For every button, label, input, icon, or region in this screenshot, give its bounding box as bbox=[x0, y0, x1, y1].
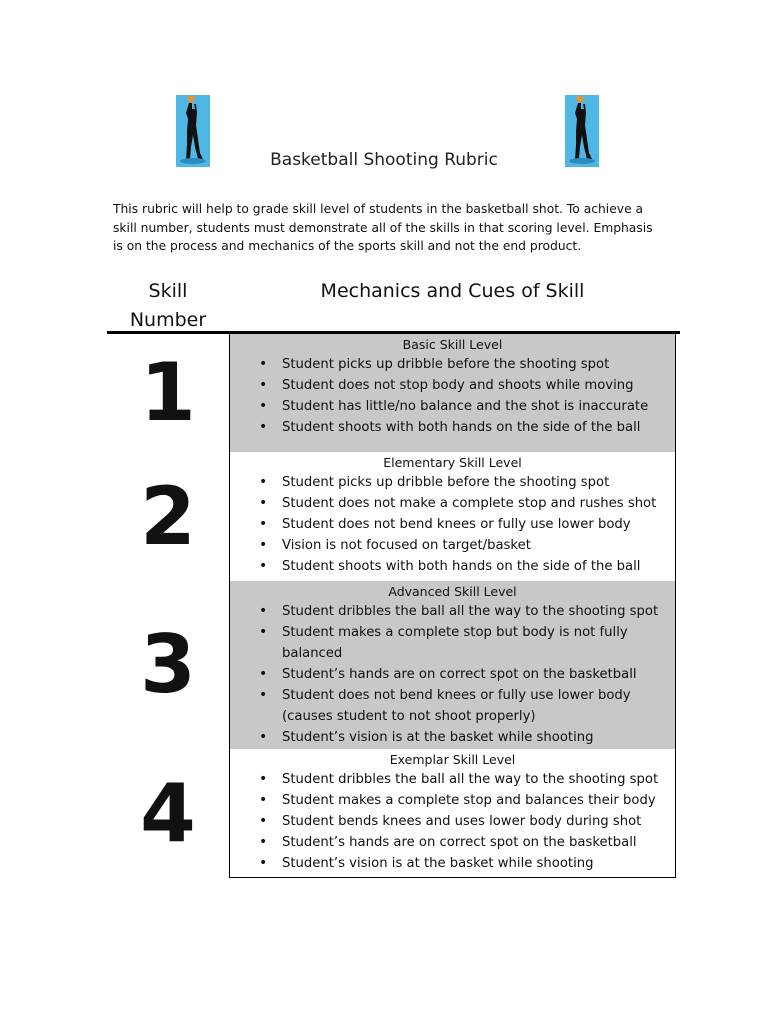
list-item: • Student does not make a complete stop and rushes shot bbox=[230, 493, 675, 514]
list-item: • Vision is not focused on target/basket bbox=[230, 535, 675, 556]
skill-level-title: Elementary Skill Level bbox=[383, 455, 522, 470]
rubric-row bbox=[107, 749, 678, 878]
list-item: • Student picks up dribble before the shooting spot bbox=[230, 472, 675, 493]
column-header-skill-line1: Skill bbox=[148, 280, 188, 302]
list-item: • Student’s vision is at the basket while shooting bbox=[230, 853, 675, 874]
skill-level-title: Exemplar Skill Level bbox=[389, 752, 516, 767]
list-item: • Student picks up dribble before the shooting spot bbox=[230, 354, 675, 375]
skill-number: 2 bbox=[140, 469, 196, 563]
skill-number: 1 bbox=[140, 346, 196, 439]
skill-level-title: Advanced Skill Level bbox=[388, 584, 517, 599]
column-header-mechanics: Mechanics and Cues of Skill bbox=[320, 280, 585, 302]
list-item: • Student makes a complete stop and balances their body bbox=[230, 790, 675, 811]
mechanics-cell bbox=[229, 581, 676, 749]
page-title: Basketball Shooting Rubric bbox=[270, 150, 498, 170]
list-item: • Student dribbles the ball all the way to the shooting spot bbox=[230, 769, 675, 790]
rubric-table bbox=[107, 334, 678, 878]
list-item: • Student’s hands are on correct spot on the basketball bbox=[230, 832, 675, 853]
list-item: • Student’s vision is at the basket while shooting bbox=[230, 727, 675, 748]
list-item: • Student bends knees and uses lower body during shot bbox=[230, 811, 675, 832]
mechanics-cell bbox=[229, 452, 676, 581]
mechanics-cell bbox=[229, 334, 676, 452]
list-item: • Student does not bend knees or fully use lower body (causes student to not shoot properly) bbox=[230, 685, 675, 727]
skill-number: 4 bbox=[140, 766, 196, 860]
column-header-skill-number bbox=[107, 277, 229, 335]
list-item: • Student has little/no balance and the shot is inaccurate bbox=[230, 396, 675, 417]
intro-paragraph: This rubric will help to grade skill level of students in the basketball shot. To achieve a skill number, students must demonstrate all of the skills in that scoring level. Emphasis is on the process and mechanics of the sports skill and not the end product. bbox=[113, 202, 653, 253]
list-item: • Student does not bend knees or fully use lower body bbox=[230, 514, 675, 535]
skill-level-title: Basic Skill Level bbox=[402, 337, 503, 352]
cue-list bbox=[230, 601, 675, 748]
list-item: • Student shoots with both hands on the side of the ball bbox=[230, 556, 675, 577]
column-header-skill-line2: Number bbox=[129, 309, 207, 331]
cue-list bbox=[230, 769, 675, 874]
cue-list bbox=[230, 354, 675, 438]
list-item: • Student dribbles the ball all the way to the shooting spot bbox=[230, 601, 675, 622]
list-item: • Student makes a complete stop but body is not fully balanced bbox=[230, 622, 675, 664]
mechanics-cell bbox=[229, 749, 676, 878]
rubric-row bbox=[107, 452, 678, 581]
list-item: • Student’s hands are on correct spot on the basketball bbox=[230, 664, 675, 685]
list-item: • Student does not stop body and shoots while moving bbox=[230, 375, 675, 396]
rubric-row bbox=[107, 581, 678, 749]
list-item: • Student shoots with both hands on the side of the ball bbox=[230, 417, 675, 438]
skill-number: 3 bbox=[140, 618, 196, 711]
cue-list bbox=[230, 472, 675, 577]
rubric-row bbox=[107, 334, 678, 452]
